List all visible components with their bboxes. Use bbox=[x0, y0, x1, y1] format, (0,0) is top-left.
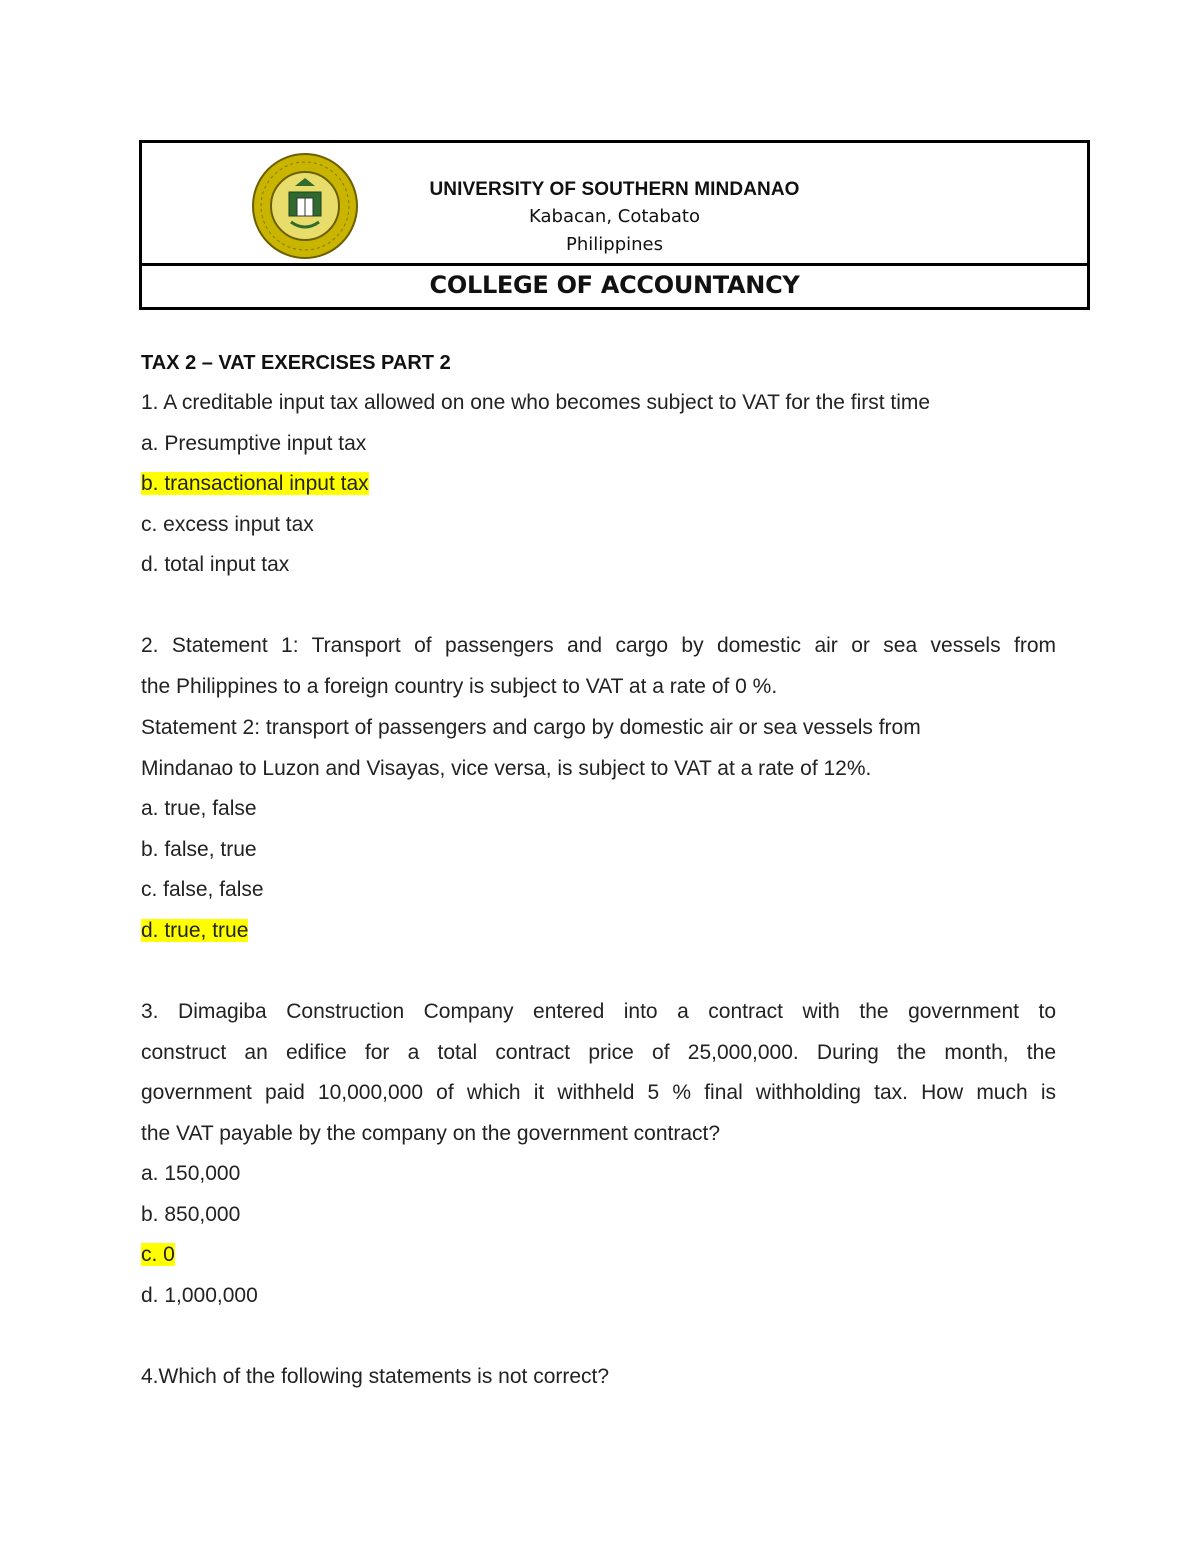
question-3-line-3: government paid 10,000,000 of which it withheld 5 % final withholding tax. How much is bbox=[141, 1081, 1056, 1104]
q3-option-c bbox=[141, 1242, 175, 1268]
question-3-line-1: 3. Dimagiba Construction Company entered into a contract with the government to bbox=[141, 1000, 1056, 1023]
q3-option-a: a. 150,000 bbox=[141, 1162, 241, 1185]
q1-option-b bbox=[141, 471, 369, 497]
college-name: COLLEGE OF ACCOUNTANCY bbox=[429, 271, 800, 299]
question-2-line-2: the Philippines to a foreign country is subject to VAT at a rate of 0 %. bbox=[141, 675, 778, 698]
college-banner bbox=[142, 266, 1087, 307]
q2-option-b: b. false, true bbox=[141, 838, 257, 861]
q2-answer-highlight: d. true, true bbox=[141, 919, 249, 942]
q2-option-c: c. false, false bbox=[141, 878, 264, 901]
q3-answer-highlight: c. 0 bbox=[141, 1243, 175, 1266]
q1-option-c: c. excess input tax bbox=[141, 513, 314, 536]
letterhead-top bbox=[142, 143, 1087, 266]
university-name: UNIVERSITY OF SOUTHERN MINDANAO bbox=[429, 179, 800, 200]
question-3-line-2: construct an edifice for a total contract price of 25,000,000. During the month, the bbox=[141, 1041, 1056, 1064]
letterhead bbox=[139, 140, 1090, 310]
question-3-line-4: the VAT payable by the company on the government contract? bbox=[141, 1122, 721, 1145]
q3-option-b: b. 850,000 bbox=[141, 1203, 241, 1226]
question-4: 4.Which of the following statements is not correct? bbox=[141, 1365, 610, 1388]
q2-option-a: a. true, false bbox=[141, 797, 257, 820]
document-title: TAX 2 – VAT EXERCISES PART 2 bbox=[141, 352, 451, 374]
question-2-line-3: Statement 2: transport of passengers and cargo by domestic air or sea vessels from bbox=[141, 716, 921, 739]
question-2-line-1: 2. Statement 1: Transport of passengers and cargo by domestic air or sea vessels from bbox=[141, 634, 1056, 657]
q3-option-d: d. 1,000,000 bbox=[141, 1284, 258, 1307]
q2-option-d bbox=[141, 918, 248, 944]
university-country: Philippines bbox=[566, 234, 663, 255]
q1-answer-highlight: b. transactional input tax bbox=[141, 472, 369, 495]
q1-option-d: d. total input tax bbox=[141, 553, 290, 576]
university-city: Kabacan, Cotabato bbox=[529, 206, 700, 227]
question-2-line-4: Mindanao to Luzon and Visayas, vice versa, is subject to VAT at a rate of 12%. bbox=[141, 757, 872, 780]
q1-option-a: a. Presumptive input tax bbox=[141, 432, 367, 455]
question-1: 1. A creditable input tax allowed on one who becomes subject to VAT for the first time bbox=[141, 391, 931, 414]
